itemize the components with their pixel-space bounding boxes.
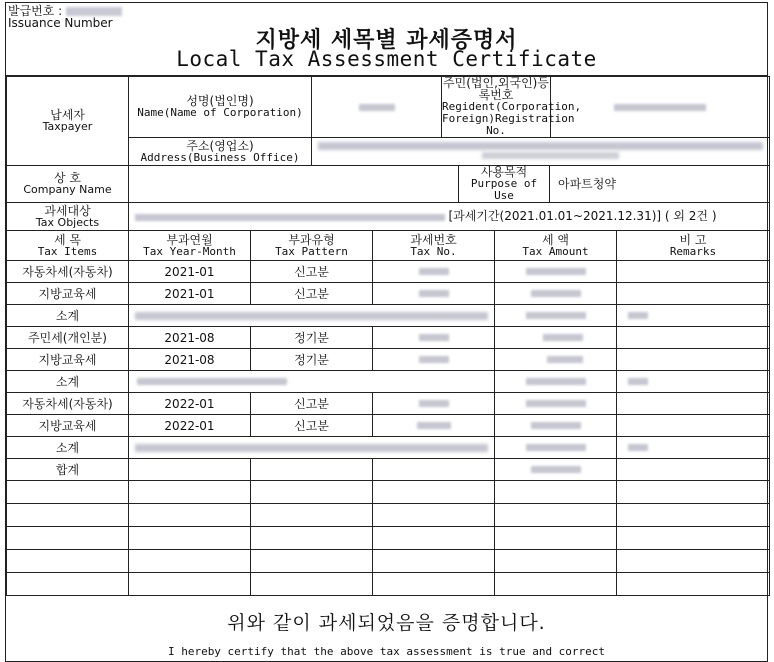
certification-text-ko: 위와 같이 과세되었음을 증명합니다. <box>227 612 546 634</box>
remarks-redacted <box>628 444 648 451</box>
tax-amount-redacted <box>547 356 583 363</box>
remarks <box>617 283 770 305</box>
tax-item: 자동차세(자동차) <box>7 393 129 415</box>
issuance-label-ko: 발급번호 : <box>8 4 63 18</box>
reg-value <box>551 77 770 138</box>
remarks <box>617 327 770 349</box>
subtotal-detail-redacted <box>135 444 488 452</box>
address-label-ko: 주소(영업소) <box>186 138 254 153</box>
purpose-label-en: Purpose of Use <box>470 177 538 202</box>
col-remarks-ko: 비 고 <box>679 232 707 247</box>
tax-year-month: 2022-01 <box>129 393 251 415</box>
col-tax-amount <box>495 231 617 261</box>
tax-amount <box>495 283 617 305</box>
tax-no-redacted <box>419 400 449 407</box>
empty-row <box>7 527 770 550</box>
address-label-en: Address(Business Office) <box>140 150 300 164</box>
tax-amount <box>495 349 617 371</box>
tax-amount <box>495 261 617 283</box>
tax-no-redacted <box>419 290 449 297</box>
tax-pattern: 정기분 <box>251 327 373 349</box>
tax-period: [과세기간(2021.01.01~2021.12.31)] ( 외 2건 ) <box>448 209 717 223</box>
subtotal-detail <box>129 371 495 393</box>
tax-pattern: 신고분 <box>251 283 373 305</box>
objects-label-ko: 과세대상 <box>44 203 91 218</box>
table-row <box>7 415 770 437</box>
col-tax-amount-en: Tax Amount <box>522 244 589 258</box>
taxpayer-label-ko: 납세자 <box>50 108 85 122</box>
reg-label-en: Regident(Corporation, Foreign)Registration No. <box>442 100 582 137</box>
tax-year-month: 2022-01 <box>129 415 251 437</box>
tax-item: 소계 <box>7 305 129 327</box>
remarks <box>617 459 770 481</box>
tax-amount-redacted <box>531 290 581 297</box>
table-row <box>7 327 770 349</box>
subtotal-detail-redacted <box>137 378 287 385</box>
tax-amount <box>495 415 617 437</box>
empty-row <box>7 550 770 573</box>
tax-amount <box>495 437 617 459</box>
tax-year-month: 2021-01 <box>129 261 251 283</box>
empty-row <box>7 504 770 527</box>
remarks <box>617 393 770 415</box>
tax-amount-redacted <box>526 444 586 451</box>
reg-no-redacted <box>614 104 706 111</box>
company-label-ko: 상 호 <box>54 171 81 185</box>
tax-item: 지방교육세 <box>7 349 129 371</box>
tax-amount <box>495 393 617 415</box>
tax-no-redacted <box>419 356 449 363</box>
table-row <box>7 393 770 415</box>
objects-label-en: Tax Objects <box>35 215 100 229</box>
tax-no <box>373 415 495 437</box>
remarks-redacted <box>628 312 648 319</box>
tax-amount <box>495 371 617 393</box>
objects-redacted <box>135 214 445 221</box>
tax-item: 자동차세(자동차) <box>7 261 129 283</box>
col-remarks-en: Remarks <box>669 244 717 258</box>
tax-no <box>373 349 495 371</box>
address-redacted <box>318 142 763 150</box>
tax-no <box>373 393 495 415</box>
table-row <box>7 305 770 327</box>
address-value <box>312 138 770 166</box>
issuance-label-en: Issuance Number <box>8 16 113 30</box>
remarks <box>617 261 770 283</box>
subtotal-detail <box>129 305 495 327</box>
tax-amount <box>495 459 617 481</box>
table-row <box>7 371 770 393</box>
name-label-ko: 성명(법인명) <box>186 94 254 108</box>
certification-footer <box>6 596 767 658</box>
col-tax-year-month-en: Tax Year-Month <box>143 244 236 258</box>
tax-amount <box>495 305 617 327</box>
name-label <box>129 77 312 138</box>
tax-no <box>373 459 495 481</box>
tax-pattern: 신고분 <box>251 261 373 283</box>
remarks <box>617 437 770 459</box>
col-tax-amount-ko: 세 액 <box>542 232 569 247</box>
reg-label-ko: 주민(법인,외국인)등록번호 <box>443 76 549 102</box>
remarks <box>617 371 770 393</box>
col-tax-pattern <box>251 231 373 261</box>
certificate-document <box>5 2 768 662</box>
col-tax-year-month <box>129 231 251 261</box>
company-table <box>6 165 770 231</box>
tax-pattern <box>251 459 373 481</box>
tax-amount-redacted <box>543 334 583 341</box>
col-tax-items-en: Tax Items <box>37 244 98 258</box>
col-remarks <box>617 231 770 261</box>
col-tax-no-en: Tax No. <box>410 244 457 258</box>
col-tax-pattern-ko: 부과유형 <box>288 232 335 247</box>
tax-amount-redacted <box>526 378 586 385</box>
tax-amount-redacted <box>526 400 586 407</box>
tax-year-month <box>129 459 251 481</box>
subtotal-detail-redacted <box>135 312 488 320</box>
title-english: Local Tax Assessment Certificate <box>176 47 597 71</box>
name-label-en: Name(Name of Corporation) <box>137 106 303 119</box>
tax-amount-redacted <box>526 268 586 275</box>
tax-amount-redacted <box>531 466 581 473</box>
certificate-header <box>6 3 767 76</box>
name-redacted <box>359 104 395 111</box>
remarks <box>617 415 770 437</box>
table-row <box>7 437 770 459</box>
tax-amount <box>495 327 617 349</box>
remarks-redacted <box>628 378 648 385</box>
table-row <box>7 349 770 371</box>
tax-item: 지방교육세 <box>7 283 129 305</box>
col-tax-items <box>7 231 129 261</box>
remarks <box>617 305 770 327</box>
tax-no <box>373 283 495 305</box>
tax-items-table <box>6 230 770 596</box>
address-label <box>129 138 312 166</box>
company-value <box>129 166 459 203</box>
taxpayer-label-en: Taxpayer <box>42 120 93 133</box>
column-header-row <box>7 231 770 261</box>
name-value <box>312 77 442 138</box>
purpose-value: 아파트청약 <box>550 166 770 203</box>
table-row <box>7 283 770 305</box>
tax-year-month: 2021-08 <box>129 349 251 371</box>
table-row <box>7 459 770 481</box>
taxpayer-label <box>7 77 129 166</box>
col-tax-year-month-ko: 부과연월 <box>166 232 213 247</box>
tax-no-redacted <box>417 422 451 429</box>
tax-year-month: 2021-01 <box>129 283 251 305</box>
empty-row <box>7 481 770 504</box>
tax-no <box>373 327 495 349</box>
company-label-en: Company Name <box>23 183 112 196</box>
col-tax-no-ko: 과세번호 <box>410 232 457 247</box>
tax-item: 소계 <box>7 437 129 459</box>
empty-row <box>7 573 770 596</box>
title-korean: 지방세 세목별 과세증명서 <box>255 28 518 53</box>
tax-no <box>373 261 495 283</box>
col-tax-pattern-en: Tax Pattern <box>275 244 348 258</box>
objects-value <box>129 203 770 231</box>
objects-label <box>7 203 129 231</box>
table-row <box>7 261 770 283</box>
tax-item: 지방교육세 <box>7 415 129 437</box>
company-label <box>7 166 129 203</box>
remarks <box>617 349 770 371</box>
col-tax-no <box>373 231 495 261</box>
reg-label <box>442 76 582 138</box>
tax-amount-redacted <box>531 422 581 429</box>
subtotal-detail <box>129 437 495 459</box>
col-tax-items-ko: 세 목 <box>54 232 81 247</box>
tax-no-redacted <box>419 334 449 341</box>
tax-no-redacted <box>419 268 449 275</box>
purpose-label <box>459 166 550 203</box>
tax-item: 주민세(개인분) <box>7 327 129 349</box>
tax-year-month: 2021-08 <box>129 327 251 349</box>
tax-item: 합계 <box>7 459 129 481</box>
tax-pattern: 정기분 <box>251 349 373 371</box>
purpose-label-ko: 사용목적 <box>480 165 528 179</box>
taxpayer-table <box>6 76 770 166</box>
tax-item: 소계 <box>7 371 129 393</box>
tax-pattern: 신고분 <box>251 393 373 415</box>
tax-amount-redacted <box>526 312 586 319</box>
issuance-number-redacted <box>66 7 122 16</box>
address-redacted-line2 <box>482 152 619 159</box>
tax-pattern: 신고분 <box>251 415 373 437</box>
certification-text-en: I hereby certify that the above tax assessment is true and correct <box>167 645 606 658</box>
